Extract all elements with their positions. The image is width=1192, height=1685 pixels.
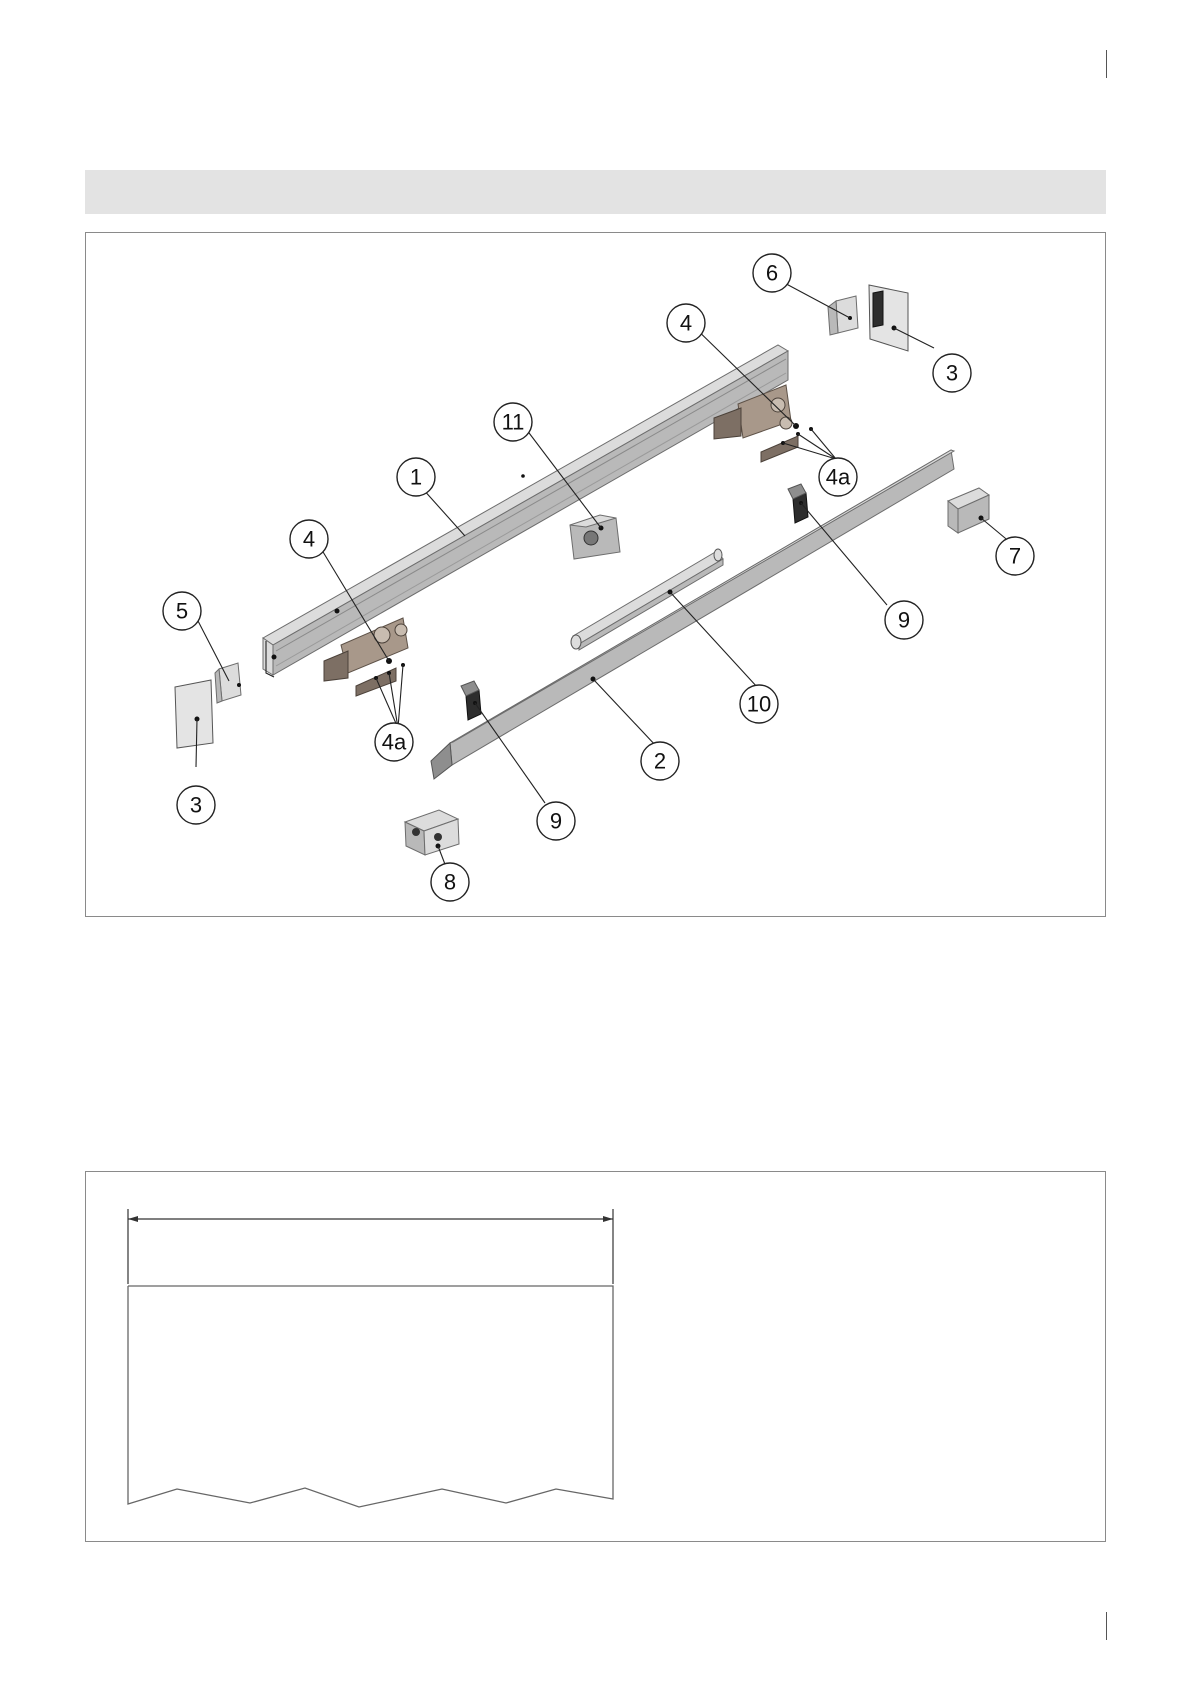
page-margin-mark-top (1106, 50, 1107, 78)
guide-block-left (461, 681, 481, 720)
svg-text:11: 11 (501, 409, 525, 435)
callout-1 (397, 458, 435, 496)
exploded-view-drawing (86, 233, 1107, 918)
leader-2 (594, 680, 657, 747)
svg-text:7: 7 (1008, 543, 1022, 569)
svg-text:3: 3 (189, 792, 203, 818)
svg-text:9: 9 (897, 607, 911, 633)
svg-text:4a: 4a (825, 464, 851, 490)
callout-5 (163, 592, 201, 630)
leader-4a-right-a (783, 443, 836, 459)
svg-text:3: 3 (945, 360, 959, 386)
callout-4a-left (375, 723, 413, 761)
callout-4-left (290, 520, 328, 558)
top-track-rail (263, 345, 788, 677)
svg-text:10: 10 (746, 691, 772, 717)
leader-4a-right-c (811, 429, 836, 459)
callout-11 (494, 403, 532, 441)
callout-7 (996, 537, 1034, 575)
end-stop-right (828, 296, 858, 335)
svg-text:5: 5 (175, 598, 189, 624)
end-stop-left (215, 663, 241, 703)
leader-1 (422, 488, 465, 536)
leader-6 (777, 279, 850, 318)
section-header-band (85, 170, 1106, 214)
callout-3-right (933, 354, 971, 392)
svg-text:4: 4 (302, 526, 316, 552)
leader-5 (197, 619, 229, 681)
central-catch-part (570, 515, 620, 559)
leader-4a-right-b (798, 434, 836, 459)
width-dimension (128, 1209, 613, 1284)
svg-text:8: 8 (443, 869, 457, 895)
callout-10 (740, 685, 778, 723)
svg-text:9: 9 (549, 808, 563, 834)
guide-block-right (788, 484, 808, 523)
dimension-drawing-panel (85, 1171, 1106, 1542)
svg-text:4: 4 (679, 310, 693, 336)
wall-plate-right (869, 285, 908, 351)
door-dimension-drawing (86, 1172, 1107, 1543)
wall-plate-left (175, 680, 213, 748)
leader-4a-left-c (398, 665, 403, 728)
svg-text:4a: 4a (381, 729, 407, 755)
callout-9-right (885, 601, 923, 639)
door-panel-outline (128, 1286, 613, 1507)
svg-text:6: 6 (765, 260, 779, 286)
callout-8 (431, 863, 469, 901)
callout-9-left (537, 802, 575, 840)
exploded-view-panel (85, 232, 1106, 917)
floor-guide-block (405, 810, 459, 855)
callout-4a-right (819, 458, 857, 496)
callout-4-right (667, 304, 705, 342)
leader-4a-left-a (376, 678, 398, 728)
svg-text:2: 2 (653, 748, 667, 774)
page-margin-mark-bottom (1106, 1612, 1107, 1640)
callout-3-left (177, 786, 215, 824)
svg-text:1: 1 (409, 464, 423, 490)
callout-2 (641, 742, 679, 780)
callout-6 (753, 254, 791, 292)
